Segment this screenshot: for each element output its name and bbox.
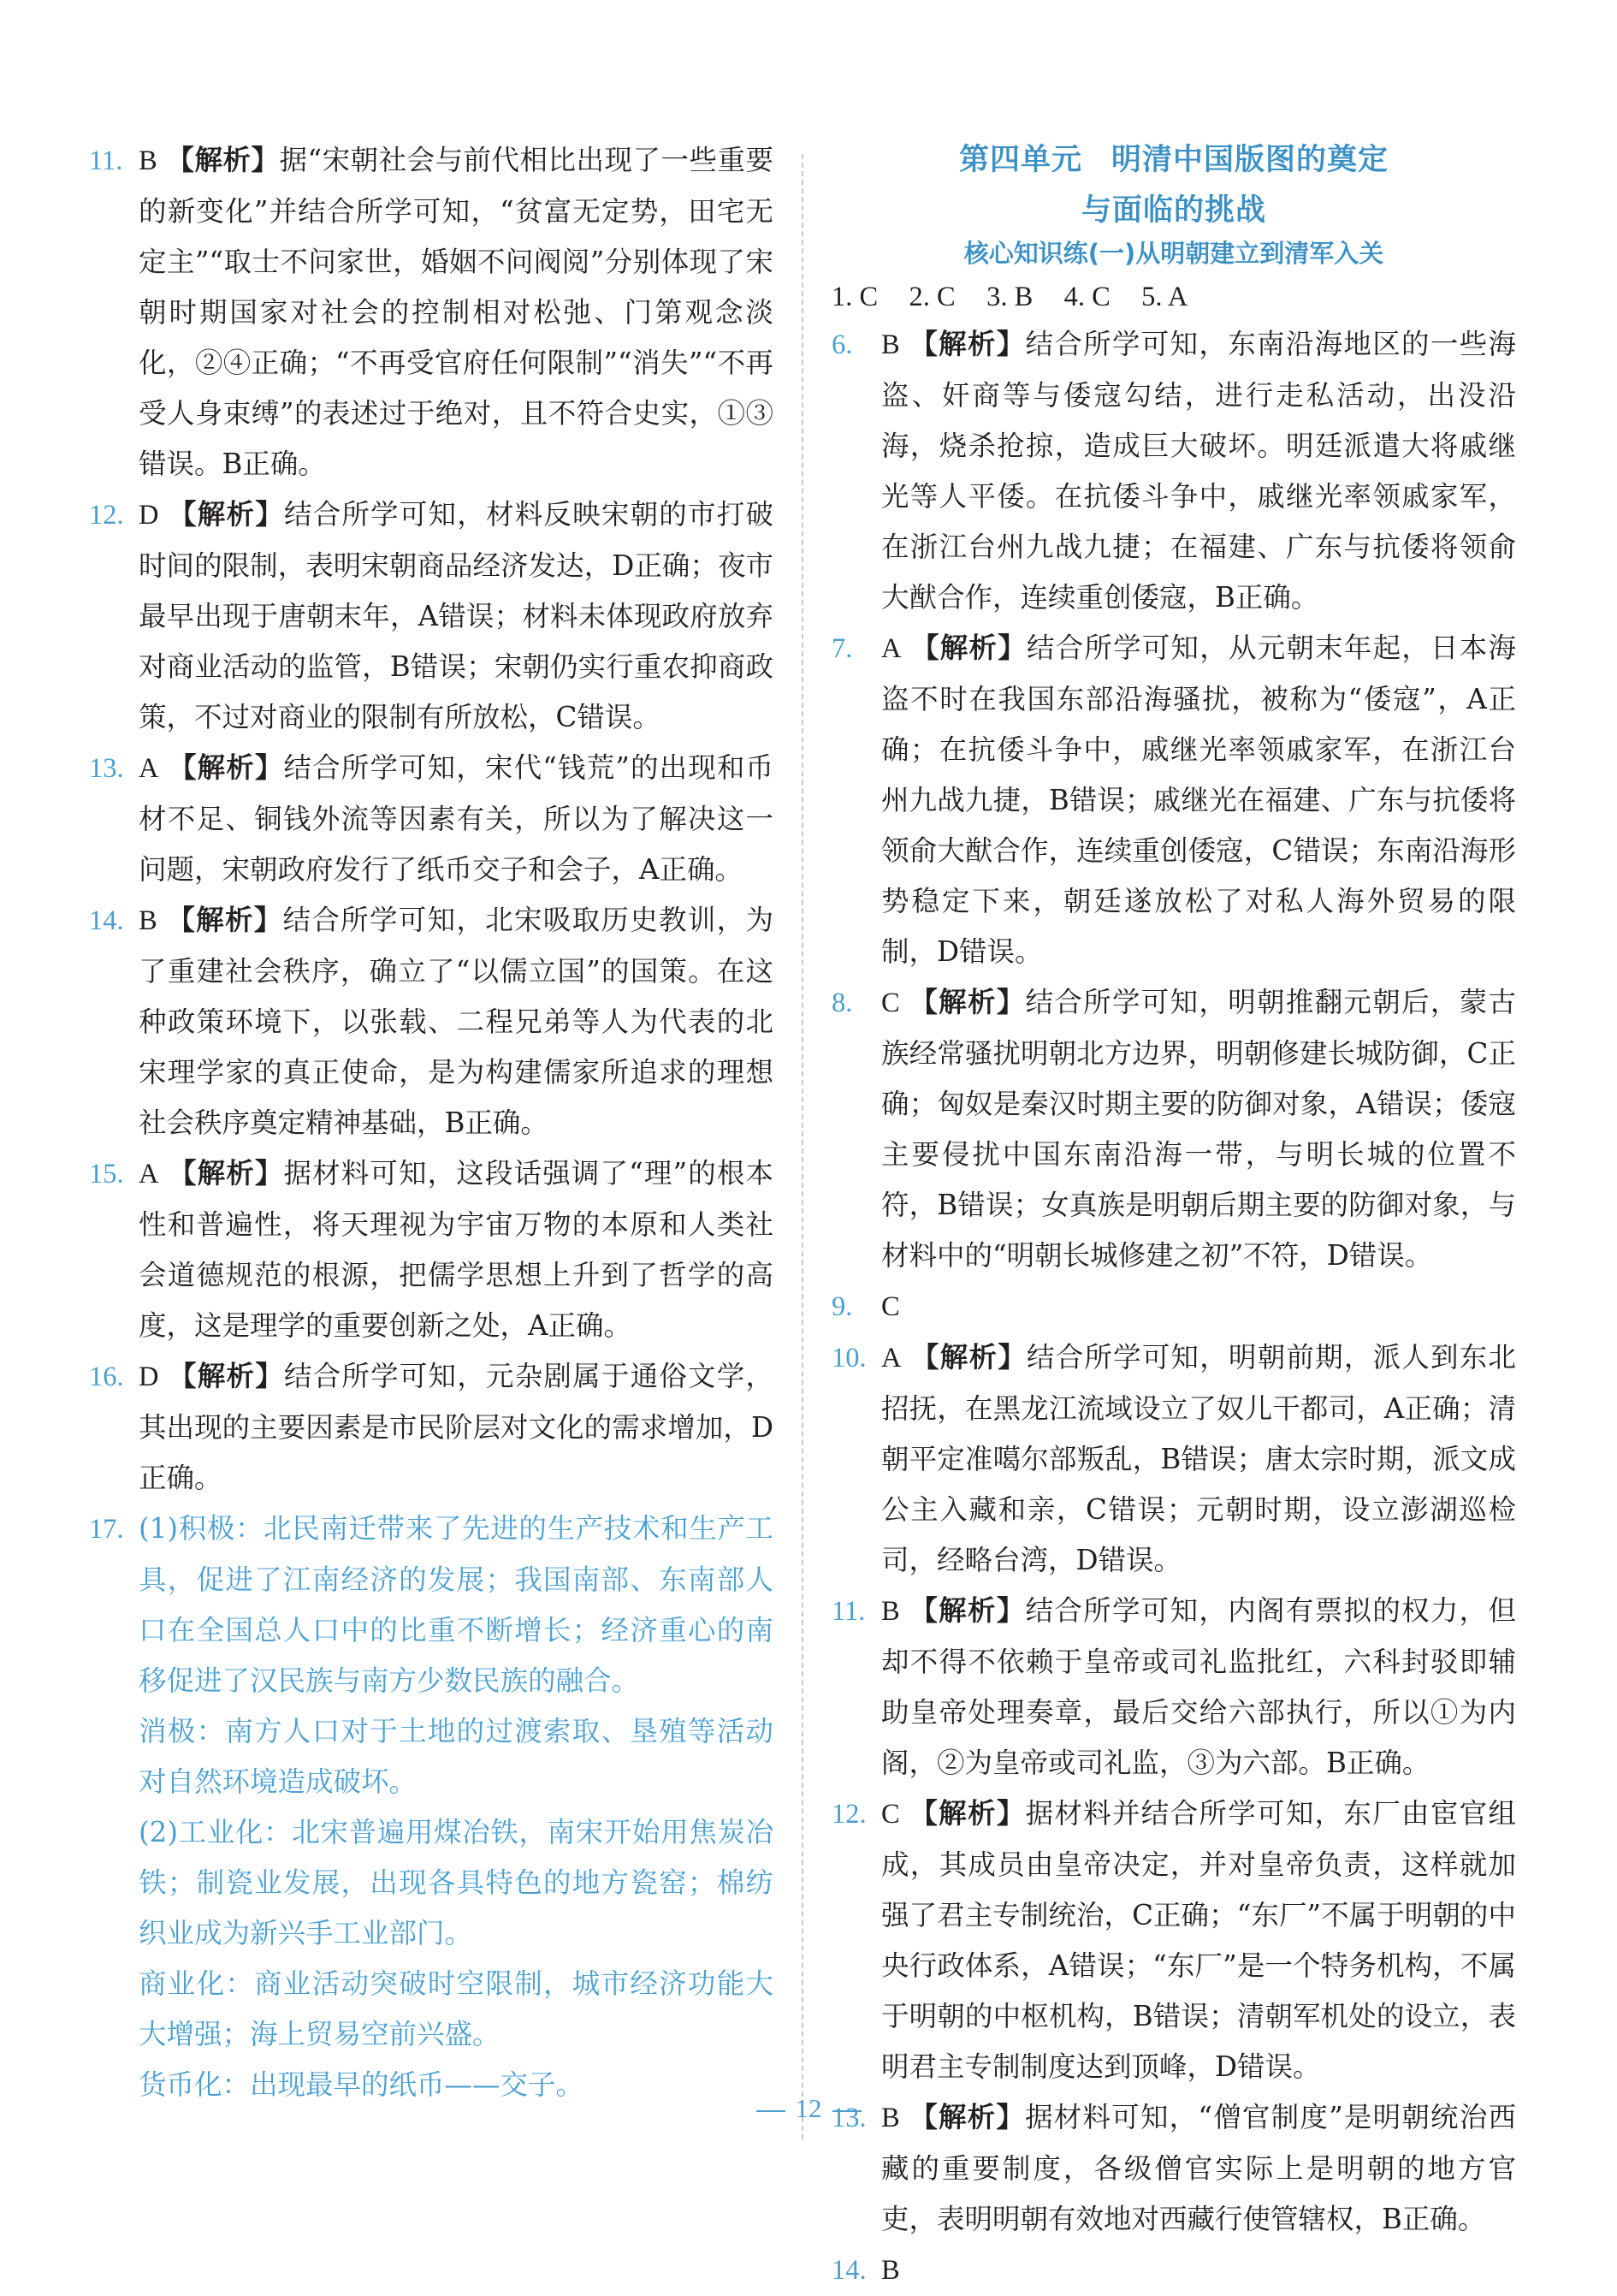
left-column (89, 135, 773, 2110)
analysis-text: 结合所学可知，元杂剧属于通俗文学，其出现的主要因素是市民阶层对文化的需求增加，D正确。 (139, 1360, 773, 1494)
answer-item (832, 1789, 1516, 2092)
unit-name: 明清中国版图的奠定 (1111, 143, 1389, 177)
question-number: 11. (832, 1596, 866, 1627)
answer-item (832, 623, 1516, 977)
analysis-label: 【解析】 (169, 498, 284, 531)
question-number: 17. (89, 1514, 124, 1545)
answer-item (832, 1332, 1516, 1586)
answer-choice: B (881, 329, 900, 360)
footer-dash (832, 2110, 862, 2112)
answer-choice: B (139, 145, 157, 176)
answer-choice: B (881, 2255, 900, 2286)
answer-choice: A (139, 1159, 159, 1190)
answer-item (89, 1148, 773, 1351)
page-footer (0, 2093, 1617, 2124)
analysis-label: 【解析】 (911, 632, 1027, 664)
q17-part2-commerce: 商业化：商业活动突破时空限制，城市经济功能大大增强；海上贸易空前兴盛。 (139, 1967, 773, 2050)
answer-choice: A (881, 633, 902, 664)
q17-answer (89, 1504, 773, 2110)
analysis-text: 结合所学可知，明朝前期，派人到东北招抚，在黑龙江流域设立了奴儿干都司，A正确；清朝平定准噶尔部叛乱，B错误；唐太宗时期，派文成公主入藏和亲，C错误；元朝时期，设立澎湖巡检司，经略台湾，D错误。 (881, 1341, 1516, 1576)
short-answer: 1. C (832, 282, 879, 312)
question-number: 10. (832, 1343, 867, 1373)
question-number: 12. (832, 1799, 867, 1830)
analysis-text: 据“宋朝社会与前代相比出现了一些重要的新变化”并结合所学可知，“贫富无定势，田宅无定主”“取士不问家世，婚姻不问阀阅”分别体现了宋朝时期国家对社会的控制相对松弛、门第观念淡化，②④正确；“不再受官府任何限制”“消失”“不再受人身束缚”的表述过于绝对，且不符合史实，①③错误。B正确。 (139, 144, 773, 480)
analysis-label: 【解析】 (909, 1594, 1026, 1627)
question-number: 13. (89, 753, 124, 784)
analysis-label: 【解析】 (166, 144, 280, 176)
q17-part1-negative: 消极：南方人口对于土地的过渡索取、垦殖等活动对自然环境造成破坏。 (139, 1715, 773, 1798)
section-title: 核心知识练(一)从明朝建立到清军入关 (963, 239, 1384, 268)
answer-choice: D (139, 1362, 159, 1392)
page-number: 12 (795, 2093, 822, 2123)
analysis-label: 【解析】 (909, 2101, 1026, 2133)
question-number: 16. (89, 1362, 124, 1392)
answer-choice: A (881, 1343, 902, 1373)
analysis-text: 结合所学可知，内阁有票拟的权力，但却不得不依赖于皇帝或司礼监批红，六科封驳即辅助皇帝处理奏章，最后交给六部执行，所以①为内阁，②为皇帝或司礼监，③为六部。B正确。 (881, 1594, 1516, 1779)
answer-item (89, 895, 773, 1148)
unit-number: 第四单元 (958, 143, 1082, 177)
short-answer: 5. A (1141, 282, 1188, 312)
analysis-label: 【解析】 (911, 1341, 1027, 1373)
question-number: 8. (832, 988, 853, 1018)
question-number: 14. (832, 2255, 867, 2286)
analysis-text: 据材料并结合所学可知，东厂由宦官组成，其成员由皇帝决定，并对皇帝负责，这样就加强了君主专制统治，C正确；“东厂”不属于明朝的中央行政体系，A错误；“东厂”是一个特务机构，不属于明朝的中枢机构，B错误；清朝军机处的设立，表明君主专制制度达到顶峰，D错误。 (881, 1797, 1516, 2083)
analysis-text: 结合所学可知，北宋吸取历史教训，为了重建社会秩序，确立了“以儒立国”的国策。在这种政策环境下，以张载、二程兄弟等人为代表的北宋理学家的真正使命，是为构建儒家所追求的理想社会秩序奠定精神基础，B正确。 (139, 904, 773, 1139)
analysis-label: 【解析】 (168, 751, 284, 784)
answer-item (832, 2245, 1516, 2296)
analysis-text: 结合所学可知，明朝推翻元朝后，蒙古族经常骚扰明朝北方边界，明朝修建长城防御，C正确；匈奴是秦汉时期主要的防御对象，A错误；倭寇主要侵扰中国东南沿海一带，与明长城的位置不符，B错误；女真族是明朝后期主要的防御对象，与材料中的“明朝长城修建之初”不符，D错误。 (881, 986, 1516, 1272)
question-number: 7. (832, 633, 853, 664)
q17-part2-industry: (2)工业化：北宋普遍用煤冶铁，南宋开始用焦炭冶铁；制瓷业发展，出现各具特色的地方瓷窑；棉纺织业成为新兴手工业部门。 (139, 1816, 773, 1949)
analysis-label: 【解析】 (909, 328, 1026, 360)
short-answers (832, 274, 1516, 319)
answer-choice: B (881, 2103, 900, 2133)
analysis-label: 【解析】 (167, 904, 283, 936)
answer-item (89, 743, 773, 895)
analysis-text: 结合所学可知，从元朝末年起，日本海盗不时在我国东部沿海骚扰，被称为“倭寇”，A正确；在抗倭斗争中，戚继光率领戚家军，在浙江台州九战九捷，B错误；戚继光在福建、广东与抗倭将领俞大猷合作，连续重创倭寇，C错误；东南沿海形势稳定下来，朝廷遂放松了对私人海外贸易的限制，D错误。 (881, 632, 1516, 968)
question-number: 9. (832, 1291, 853, 1322)
question-number: 13. (832, 2103, 867, 2133)
answer-choice: C (881, 988, 900, 1018)
analysis-text: 结合所学可知，东南沿海地区的一些海盗、奸商等与倭寇勾结，进行走私活动，出没沿海，烧杀抢掠，造成巨大破坏。明廷派遣大将戚继光等人平倭。在抗倭斗争中，戚继光率领戚家军，在浙江台州九战九捷；在福建、广东与抗倭将领俞大猷合作，连续重创倭寇，B正确。 (881, 328, 1516, 614)
analysis-label: 【解析】 (168, 1157, 284, 1190)
answer-item (832, 977, 1516, 1281)
question-number: 11. (89, 145, 123, 176)
answer-item (89, 1351, 773, 1504)
answer-item (89, 135, 773, 489)
question-number: 14. (89, 905, 124, 936)
analysis-text: 据材料可知，“僧官制度”是明朝统治西藏的重要制度，各级僧官实际上是明朝的地方官吏，表明明朝有效地对西藏行使管辖权，B正确。 (881, 2101, 1516, 2235)
analysis-text: 结合所学可知，材料反映宋朝的市打破时间的限制，表明宋朝商品经济发达，D正确；夜市最早出现于唐朝末年，A错误；材料未体现政府放弃对商业活动的监管，B错误；宋朝仍实行重农抑商政策，不过对商业的限制有所放松，C错误。 (139, 498, 773, 733)
answer-choice: B (139, 905, 157, 936)
answer-item (832, 1281, 1516, 1332)
short-answer: 2. C (909, 282, 956, 312)
analysis-text: 据材料可知，这段话强调了“理”的根本性和普遍性，将天理视为宇宙万物的本原和人类社会道德规范的根源，把儒学思想上升到了哲学的高度，这是理学的重要创新之处，A正确。 (139, 1157, 773, 1342)
answer-item (832, 319, 1516, 623)
answer-choice: D (139, 500, 159, 531)
question-number: 15. (89, 1159, 124, 1190)
analysis-label: 【解析】 (169, 1360, 284, 1392)
question-number: 12. (89, 500, 124, 531)
short-answer: 4. C (1063, 282, 1111, 312)
answer-item (832, 1586, 1516, 1789)
column-divider (802, 154, 803, 2139)
answer-choice: C (881, 1799, 900, 1830)
answer-choice: B (881, 1596, 900, 1627)
short-answer: 3. B (986, 282, 1034, 312)
answer-item (89, 489, 773, 743)
analysis-text: 结合所学可知，宋代“钱荒”的出现和币材不足、铜钱外流等因素有关，所以为了解决这一问题，宋朝政府发行了纸币交子和会子，A正确。 (139, 751, 773, 886)
footer-dash (756, 2110, 785, 2112)
answer-choice: C (881, 1291, 900, 1322)
analysis-label: 【解析】 (909, 1797, 1026, 1830)
q17-part1-positive: (1)积极：北民南迁带来了先进的生产技术和生产工具，促进了江南经济的发展；我国南部、东南部人口在全国总人口中的比重不断增长；经济重心的南移促进了汉民族与南方少数民族的融合。 (139, 1512, 773, 1697)
q17-part2-currency: 货币化：出现最早的纸币——交子。 (139, 2068, 584, 2101)
answer-choice: A (139, 753, 159, 784)
right-column (832, 135, 1516, 2296)
question-number: 6. (832, 329, 853, 360)
analysis-label: 【解析】 (909, 986, 1026, 1018)
unit-title (832, 135, 1516, 186)
unit-title-line2: 与面临的挑战 (1081, 193, 1266, 228)
